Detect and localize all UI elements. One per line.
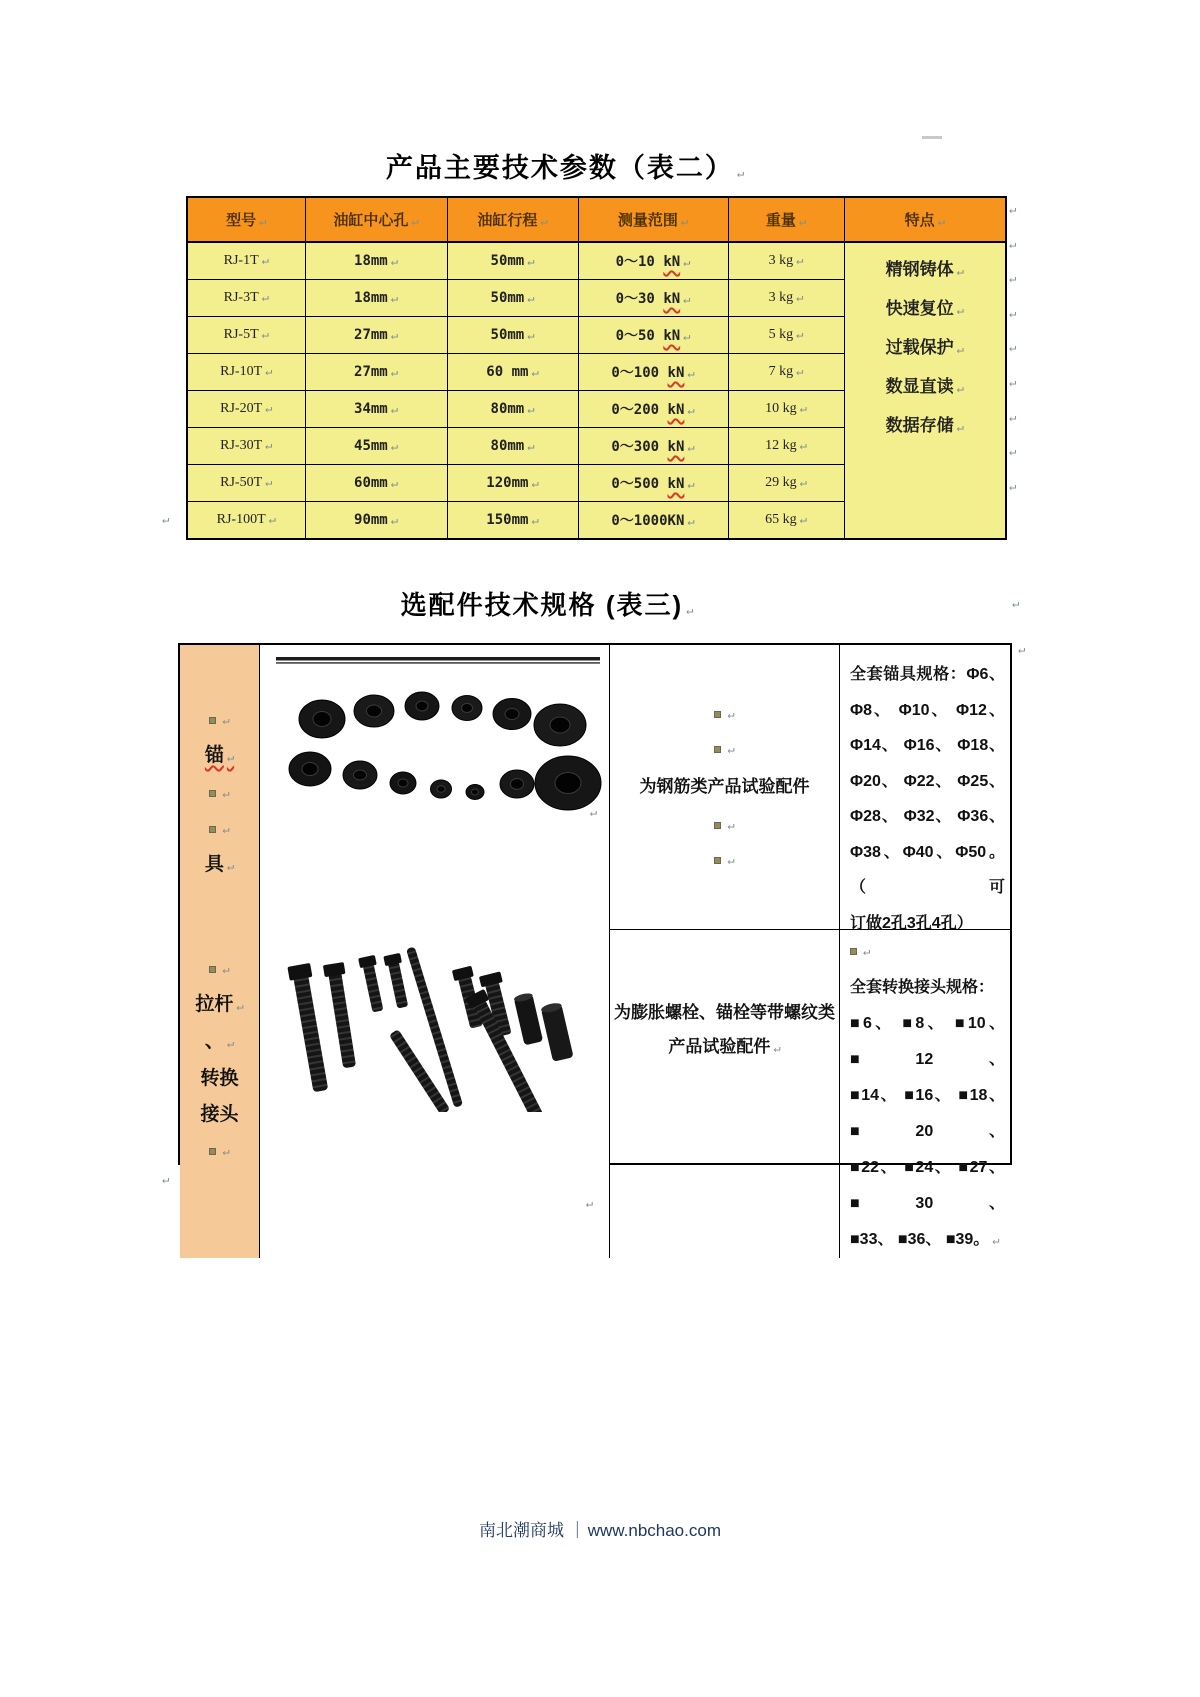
spec-line: 全套转换接头规格：	[850, 979, 995, 996]
space-mark	[209, 1140, 229, 1162]
feature-line: 快速复位 ↵	[846, 290, 1005, 329]
bore-cell: 34mm ↵	[305, 391, 447, 428]
stroke-cell: 50mm ↵	[447, 242, 578, 280]
spec-line: Φ38、Φ40、Φ50。（可	[850, 843, 1005, 896]
space-mark	[714, 703, 734, 725]
weight-cell: 10 kg ↵	[728, 391, 844, 428]
model-cell: RJ-20T ↵	[187, 391, 305, 428]
stroke-cell: 80mm ↵	[447, 391, 578, 428]
range-unit: kN	[663, 291, 681, 307]
model-cell: RJ-3T ↵	[187, 280, 305, 317]
range-cell: 0～50 kN ↵	[578, 317, 728, 354]
bore-cell: 90mm ↵	[305, 502, 447, 540]
anchors-photo	[270, 651, 606, 851]
space-mark	[714, 849, 734, 871]
scan-artifact	[922, 136, 942, 139]
range-unit: kN	[667, 476, 685, 492]
bore-cell: 45mm ↵	[305, 428, 447, 465]
col-header-features: 特点 ↵	[844, 197, 1006, 242]
accessory-row-anchors	[180, 645, 1010, 930]
rod-label-line: 转换	[200, 1068, 239, 1089]
anchor-spec-cell	[840, 645, 1014, 941]
paragraph-mark	[1009, 444, 1016, 479]
footer-separator: ｜	[568, 1521, 586, 1540]
space-mark	[209, 958, 229, 980]
stroke-cell: 80mm ↵	[447, 428, 578, 465]
anchor-label-char: 锚 ↵	[205, 745, 234, 768]
weight-cell: 5 kg ↵	[728, 317, 844, 354]
range-unit: kN	[667, 402, 685, 418]
space-mark	[209, 818, 229, 840]
table-header-row	[187, 197, 1006, 242]
anchor-label-char: 具 ↵	[205, 854, 234, 877]
rod-label-cell	[180, 930, 260, 1258]
rod-desc-cell	[610, 930, 840, 1258]
model-cell: RJ-100T ↵	[187, 502, 305, 540]
anchor-desc-cell	[610, 645, 840, 941]
stroke-cell: 50mm ↵	[447, 317, 578, 354]
spec-line: 订做2孔3孔4孔）	[850, 914, 973, 932]
space-mark	[714, 814, 734, 836]
feature-line: 数据存储 ↵	[846, 407, 1005, 446]
weight-cell: 7 kg ↵	[728, 354, 844, 391]
range-cell: 0～500 kN ↵	[578, 465, 728, 502]
paragraph-mark	[1009, 237, 1016, 272]
spec-line: ■6、 ■8、 ■10、 ■12、	[850, 1015, 1005, 1068]
anchor-label-cell	[180, 645, 260, 941]
col-header-range: 测量范围 ↵	[578, 197, 728, 242]
feature-line: 数显直读 ↵	[846, 368, 1005, 407]
footer-brand: 南北潮商城	[479, 1521, 565, 1540]
accessories-table-title: 选配件技术规格 (表三) ↵	[178, 585, 918, 622]
features-cell	[844, 242, 1006, 539]
spec-line: Φ28、 Φ32、 Φ36、	[850, 808, 1005, 825]
paragraph-marks-column	[1009, 202, 1016, 513]
weight-cell: 3 kg ↵	[728, 242, 844, 280]
weight-cell: 65 kg ↵	[728, 502, 844, 540]
bore-cell: 60mm ↵	[305, 465, 447, 502]
bore-cell: 18mm ↵	[305, 242, 447, 280]
space-mark	[850, 940, 1005, 962]
stroke-cell: 50mm ↵	[447, 280, 578, 317]
model-cell: RJ-5T ↵	[187, 317, 305, 354]
range-cell: 0～300 kN ↵	[578, 428, 728, 465]
paragraph-mark	[162, 1172, 169, 1186]
rod-desc-line: 为膨胀螺栓、锚栓等带螺纹类	[614, 1003, 835, 1022]
range-unit: kN	[663, 328, 681, 344]
model-cell: RJ-1T ↵	[187, 242, 305, 280]
paragraph-mark	[1009, 410, 1016, 445]
col-header-bore: 油缸中心孔 ↵	[305, 197, 447, 242]
range-cell: 0～1000KN ↵	[578, 502, 728, 540]
params-table-title: 产品主要技术参数（表二） ↵	[186, 146, 946, 185]
paragraph-mark	[1009, 202, 1016, 237]
stroke-cell: 60 mm ↵	[447, 354, 578, 391]
space-mark	[714, 738, 734, 760]
range-cell: 0～100 kN ↵	[578, 354, 728, 391]
range-unit: KN	[667, 513, 685, 529]
col-header-model: 型号 ↵	[187, 197, 305, 242]
spec-line: 全套锚具规格：Φ6、	[850, 666, 1005, 683]
stroke-cell: 150mm ↵	[447, 502, 578, 540]
spec-line: Φ20、 Φ22、 Φ25、	[850, 772, 1005, 790]
spec-line: Φ14、 Φ16、 Φ18、	[850, 737, 1005, 754]
paragraph-mark	[1009, 306, 1016, 341]
range-unit: kN	[663, 254, 681, 270]
feature-line: 精钢铸体 ↵	[846, 251, 1005, 290]
spec-line: ■14、 ■16、 ■18、 ■20、	[850, 1087, 1005, 1140]
paragraph-mark	[586, 1196, 593, 1210]
rods-photo	[270, 942, 600, 1112]
paragraph-mark	[1009, 375, 1016, 410]
spec-line: ■22、 ■24、 ■27、 ■30、	[850, 1159, 1005, 1212]
paragraph-mark	[162, 512, 169, 526]
stroke-cell: 120mm ↵	[447, 465, 578, 502]
feature-line: 过载保护 ↵	[846, 329, 1005, 368]
rod-label-line: 接头	[200, 1104, 239, 1125]
anchors-photo-cell	[260, 645, 610, 941]
bore-cell: 27mm ↵	[305, 354, 447, 391]
weight-cell: 12 kg ↵	[728, 428, 844, 465]
rod-label-line: 拉杆 ↵	[195, 994, 243, 1017]
model-cell: RJ-30T ↵	[187, 428, 305, 465]
range-cell: 0～10 kN ↵	[578, 242, 728, 280]
range-cell: 0～30 kN ↵	[578, 280, 728, 317]
col-header-stroke: 油缸行程 ↵	[447, 197, 578, 242]
paragraph-mark	[1009, 271, 1016, 306]
page-footer	[0, 1516, 1200, 1541]
paragraph-mark	[1012, 596, 1019, 610]
col-header-weight: 重量 ↵	[728, 197, 844, 242]
range-unit: kN	[667, 365, 685, 381]
model-cell: RJ-50T ↵	[187, 465, 305, 502]
rods-photo-cell	[260, 930, 610, 1258]
bore-cell: 18mm ↵	[305, 280, 447, 317]
range-cell: 0～200 kN ↵	[578, 391, 728, 428]
rod-label-line: 、 ↵	[205, 1031, 234, 1054]
tech-params-table	[186, 196, 1007, 540]
model-cell: RJ-10T ↵	[187, 354, 305, 391]
range-unit: kN	[667, 439, 685, 455]
bore-cell: 27mm ↵	[305, 317, 447, 354]
accessories-table	[178, 643, 1012, 1248]
paragraph-mark	[590, 805, 597, 819]
paragraph-mark	[1018, 642, 1025, 656]
rod-desc-line: 产品试验配件 ↵	[668, 1030, 780, 1065]
footer-site-link[interactable]: www.nbchao.com	[587, 1521, 721, 1540]
anchor-desc-text: 为钢筋类产品试验配件	[639, 777, 810, 796]
weight-cell: 29 kg ↵	[728, 465, 844, 502]
weight-cell: 3 kg ↵	[728, 280, 844, 317]
table-row	[187, 242, 1006, 280]
spec-line: ■33、 ■36、 ■39。 ↵	[850, 1222, 1005, 1258]
space-mark	[209, 709, 229, 731]
accessory-row-rods	[180, 930, 1010, 1248]
space-mark	[209, 782, 229, 804]
spec-line: Φ8、 Φ10、 Φ12、	[850, 701, 1005, 719]
paragraph-mark	[1009, 479, 1016, 514]
paragraph-mark	[1009, 340, 1016, 375]
rod-spec-cell	[840, 930, 1014, 1258]
